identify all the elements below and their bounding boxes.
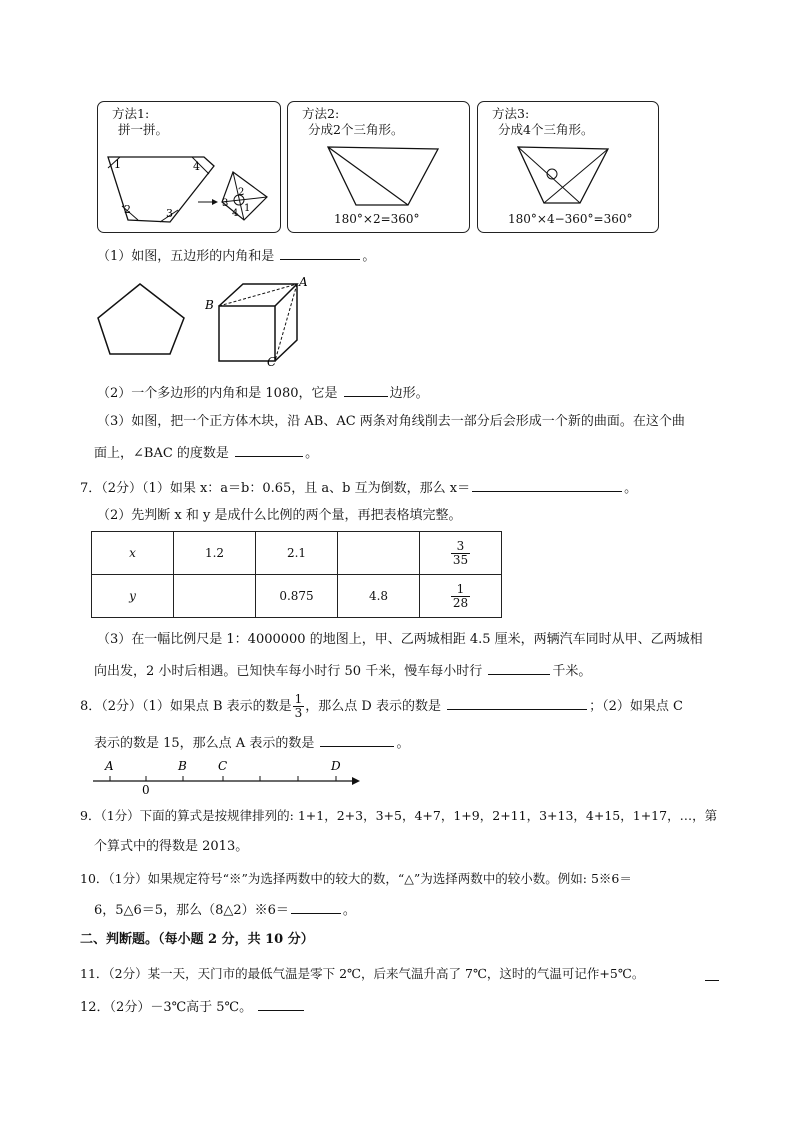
q11-blank[interactable] [705, 966, 719, 981]
table-row [92, 532, 502, 575]
fraction-numerator: 1 [294, 692, 303, 706]
method-3-title: 方法3: [492, 106, 530, 121]
method-2-title: 方法2: [302, 106, 340, 121]
q9-line2: 个算式中的得数是 2013。 [94, 839, 249, 854]
q11-line [80, 964, 644, 984]
q6-part1-end: 。 [362, 249, 376, 264]
svg-text:2: 2 [238, 187, 245, 198]
axis-label-zero: 0 [142, 783, 150, 796]
q8-part2-blank[interactable] [320, 732, 394, 747]
q6-part3-text: 面上，∠BAC 的度数是 [94, 446, 229, 461]
q8-line2-end: 。 [396, 736, 410, 751]
q7-line3: （3）在一幅比例尺是 1：4000000 的地图上，甲、乙两城相距 4.5 厘米，两辆汽车同时从甲、乙两城相 [97, 632, 703, 647]
q10-line1: 10．（1分）如果规定符号“※”为选择两数中的较大的数，“△”为选择两数中的较小数。例如: 5※6＝ [80, 871, 632, 886]
q11-text: 11．（2分）某一天，天门市的最低气温是零下 2℃，后来气温升高了 7℃，这时的气温可记作+5℃。 [80, 966, 645, 981]
svg-text:3: 3 [222, 198, 229, 209]
method-1-subtitle: 拼一拼。 [118, 122, 169, 137]
q8-line2-text: 表示的数是 15，那么点 A 表示的数是 [94, 736, 315, 751]
q6-part1-blank[interactable] [280, 245, 360, 260]
method-3-formula: 180°×4−360°=360° [508, 212, 633, 226]
angle-label-2: 2 [124, 203, 131, 216]
q8-line1-end: ；（2）如果点 C [589, 699, 683, 714]
q7-line4 [94, 660, 591, 682]
method-3-box [477, 101, 659, 233]
q6-part2-blank[interactable] [344, 382, 388, 397]
q6-part3-end: 。 [305, 446, 319, 461]
method-2-subtitle: 分成2个三角形。 [308, 122, 404, 137]
cube-figure [205, 276, 315, 366]
table-cell: 4.8 [338, 575, 420, 618]
q7-line2: （2）先判断 x 和 y 是成什么比例的两个量，再把表格填完整。 [97, 508, 462, 523]
table-cell: 0.875 [256, 575, 338, 618]
svg-text:1: 1 [244, 203, 251, 214]
cube-label-b: B [205, 298, 214, 312]
q7-part3-blank[interactable] [488, 660, 550, 675]
angle-label-3: 3 [166, 207, 173, 220]
q7-line4-text: 向出发，2 小时后相遇。已知快车每小时行 50 千米，慢车每小时行 [94, 664, 483, 679]
fraction-numerator: 1 [451, 583, 470, 597]
method-1-title: 方法1: [112, 106, 150, 121]
q6-part3-blank[interactable] [235, 442, 303, 457]
method-2-formula: 180°×2=360° [334, 212, 420, 226]
q7-line1-end: 。 [624, 481, 638, 496]
number-line [90, 756, 370, 796]
q10-line2-text: 6，5△6＝5，那么（8△2）※6＝ [94, 903, 289, 918]
cube-label-c: C [267, 355, 277, 366]
q6-part2 [97, 382, 429, 404]
q7-line1-text: 7．（2分）（1）如果 x：a＝b：0.65，且 a、b 互为倒数，那么 x＝ [80, 481, 471, 496]
q8-part1-blank[interactable] [447, 695, 587, 710]
proportion-table [91, 531, 502, 618]
q10-blank[interactable] [291, 899, 341, 914]
q6-part3-line2 [94, 442, 318, 464]
cube-label-a: A [299, 276, 308, 289]
axis-label-b: B [178, 759, 187, 773]
q12-text: 12．（2分）－3℃高于 5℃。 [80, 1000, 253, 1015]
fraction-denominator: 35 [452, 552, 469, 567]
table-cell: 2.1 [256, 532, 338, 575]
method-1-box [97, 101, 281, 233]
q7-part1-blank[interactable] [472, 477, 622, 492]
q7-line4-end: 千米。 [552, 664, 592, 679]
q6-part3-line1: （3）如图，把一个正方体木块，沿 AB、AC 两条对角线削去一部分后会形成一个新的曲面。在这个曲 [97, 414, 685, 429]
q8-fraction [293, 693, 305, 720]
method-1-figure [98, 102, 280, 232]
q8-line1-mid: ，那么点 D 表示的数是 [305, 699, 441, 714]
q6-part2-end: 边形。 [389, 386, 429, 401]
axis-label-c: C [218, 759, 228, 773]
table-row [92, 575, 502, 618]
table-cell-fraction [420, 532, 502, 575]
fraction-denominator: 28 [452, 595, 469, 610]
table-cell-blank[interactable] [174, 575, 256, 618]
q6-part2-text: （2）一个多边形的内角和是 1080，它是 [97, 386, 338, 401]
q12-line [80, 996, 306, 1018]
axis-label-a: A [105, 759, 114, 773]
q10-line2-end: 。 [342, 903, 356, 918]
method-3-subtitle: 分成4个三角形。 [498, 122, 594, 137]
q8-line1 [80, 693, 683, 721]
angle-label-4: 4 [193, 160, 200, 173]
svg-text:4: 4 [232, 208, 239, 219]
method-2-box [287, 101, 470, 233]
pentagon-figure [94, 280, 194, 362]
q12-blank[interactable] [258, 996, 304, 1011]
q8-line2 [94, 732, 409, 754]
q7-line1 [80, 477, 637, 499]
angle-label-1: 1 [114, 158, 121, 171]
table-head-y: y [92, 575, 174, 618]
table-cell: 1.2 [174, 532, 256, 575]
q6-part1 [97, 245, 375, 267]
section-2-heading: 二、判断题。（每小题 2 分，共 10 分） [80, 932, 314, 947]
axis-label-d: D [331, 759, 341, 773]
table-head-x: x [92, 532, 174, 575]
table-cell-blank[interactable] [338, 532, 420, 575]
fraction-denominator: 3 [294, 706, 303, 720]
q10-line2 [94, 899, 356, 921]
q6-part1-text: （1）如图，五边形的内角和是 [97, 249, 275, 264]
fraction-numerator: 3 [451, 540, 470, 554]
q8-line1-text: 8．（2分）（1）如果点 B 表示的数是 [80, 699, 292, 714]
q9-line1: 9．（1分）下面的算式是按规律排列的: 1+1，2+3，3+5，4+7，1+9，2+11，3+13，4+15，1+17，…，第 [80, 808, 718, 823]
table-cell-fraction [420, 575, 502, 618]
